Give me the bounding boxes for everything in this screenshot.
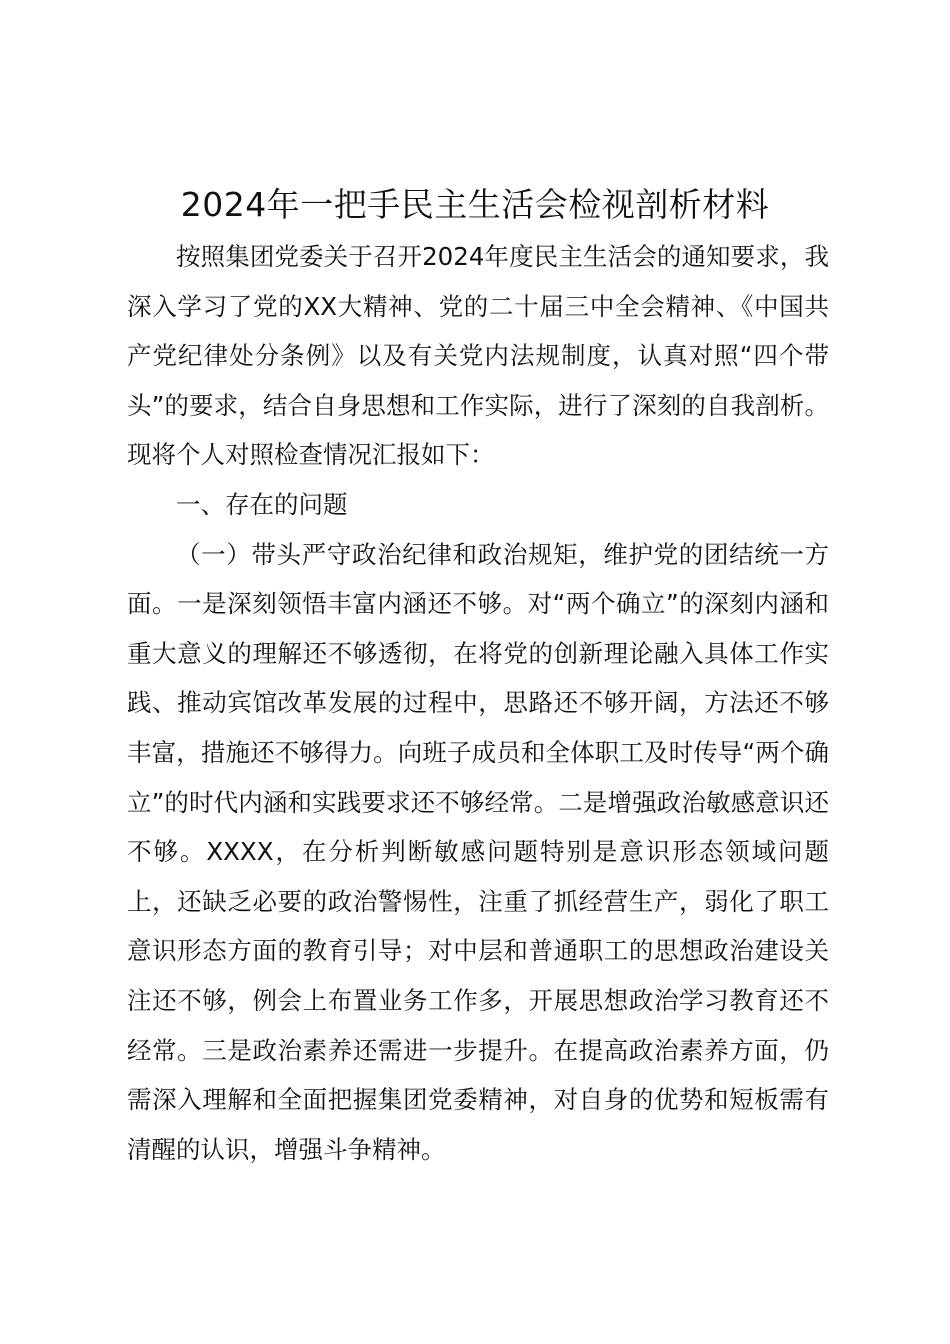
document-body [127,232,829,1174]
section-heading: 一、存在的问题 [176,489,348,519]
document-title: 2024年一把手民主生活会检视剖析材料 [180,185,770,224]
intro-paragraph: 按照集团党委关于召开2024年度民主生活会的通知要求，我深入学习了党的XX大精神、党的二十届三中全会精神、《中国共产党纪律处分条例》以及有关党内法规制度，认真对照“四个带头”的要求，结合自身思想和工作实际，进行了深刻的自我剖析。现将个人对照检查情况汇报如下： [127,242,829,470]
problem-paragraph: （一）带头严守政治纪律和政治规矩，维护党的团结统一方面。一是深刻领悟丰富内涵还不够。对“两个确立”的深刻内涵和重大意义的理解还不够透彻，在将党的创新理论融入具体工作实践、推动宾馆改革发展的过程中，思路还不够开阔，方法还不够丰富，措施还不够得力。向班子成员和全体职工及时传导“两个确立”的时代内涵和实践要求还不够经常。二是增强政治敏感意识还不够。XXXX，在分析判断敏感问题特别是意识形态领域问题上，还缺乏必要的政治警惕性，注重了抓经营生产，弱化了职工意识形态方面的教育引导；对中层和普通职工的思想政治建设关注还不够，例会上布置业务工作多，开展思想政治学习教育还不经常。三是政治素养还需进一步提升。在提高政治素养方面，仍需深入理解和全面把握集团党委精神，对自身的优势和短板需有清醒的认识，增强斗争精神。 [127,539,829,1164]
